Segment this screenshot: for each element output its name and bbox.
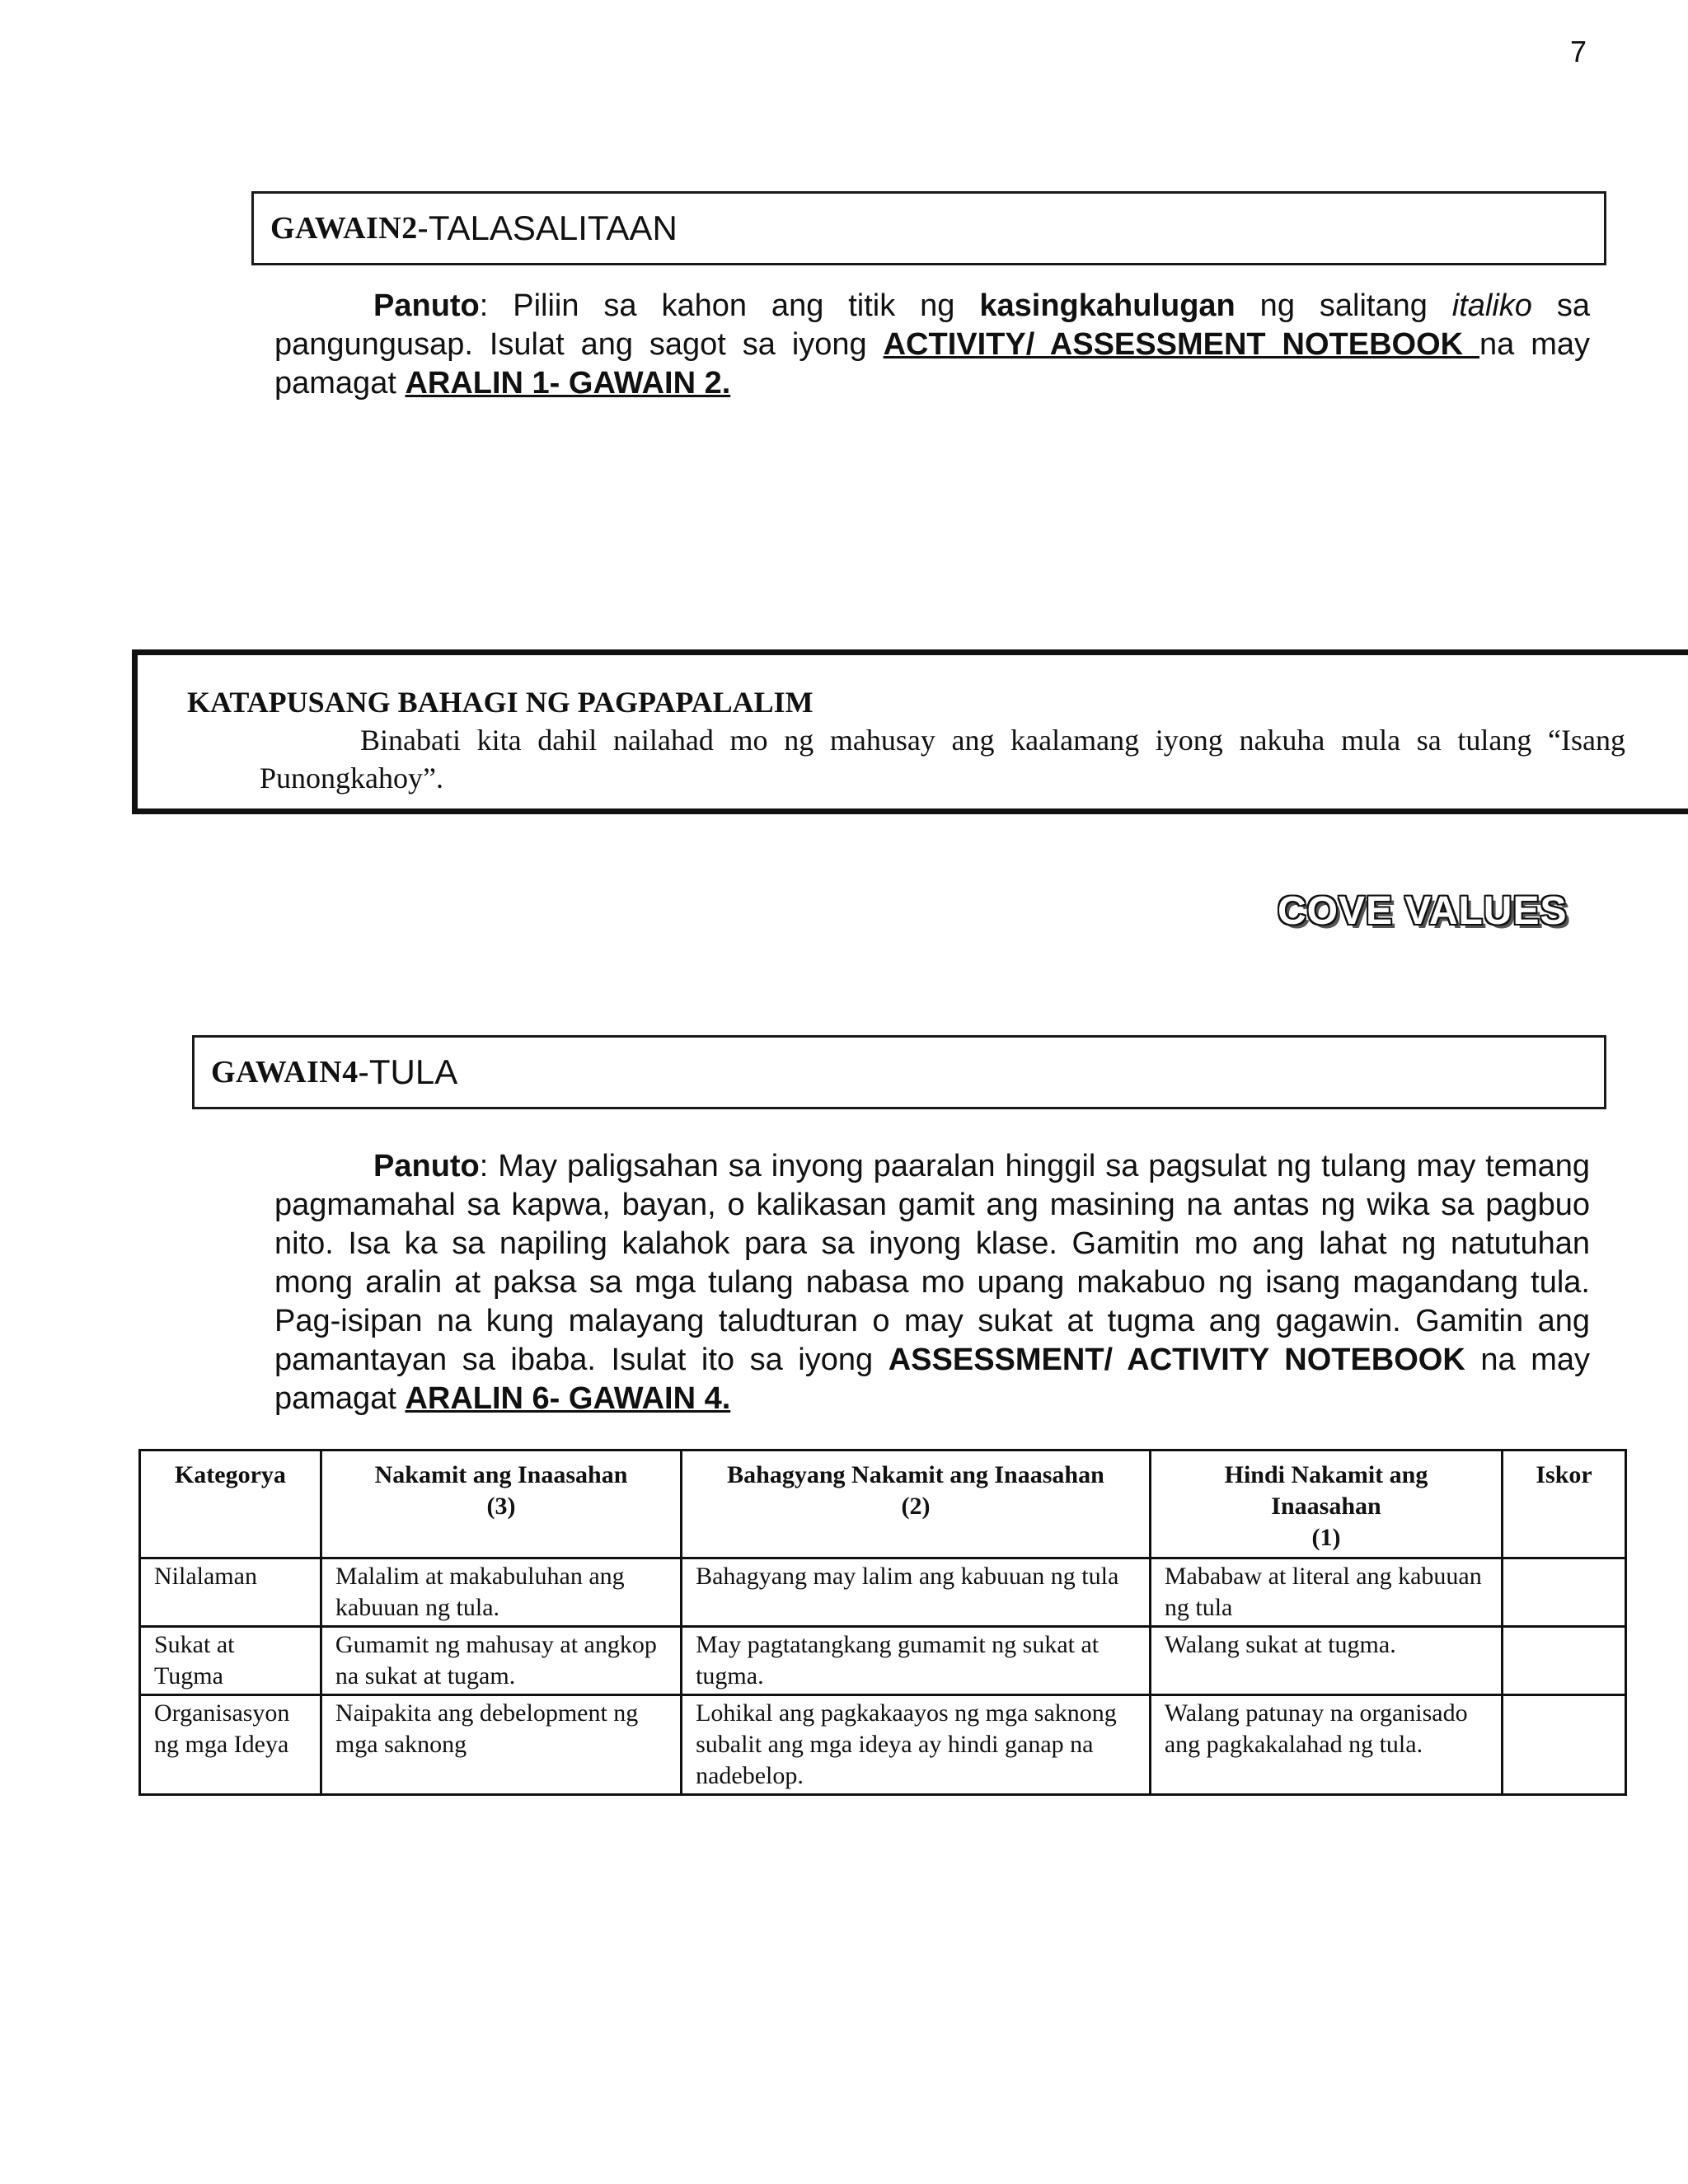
cell-bahagyang: Bahagyang may lalim ang kabuuan ng tula <box>682 1558 1151 1627</box>
cell-iskor <box>1503 1558 1626 1627</box>
notebook-reference: ASSESSMENT/ ACTIVITY NOTEBOOK <box>888 1343 1465 1377</box>
instruction-text: na may pamagat <box>274 1343 1590 1416</box>
cell-iskor <box>1503 1695 1626 1795</box>
cell-hindi: Walang sukat at tugma. <box>1150 1627 1502 1695</box>
instruction-text: : Piliin sa kahon ang titik ng <box>479 288 980 323</box>
header-kategorya: Kategorya <box>140 1451 321 1558</box>
header-nakamit: Nakamit ang Inaasahan (3) <box>321 1451 681 1558</box>
instruction-text: ng salitang <box>1235 288 1452 323</box>
notebook-reference: ACTIVITY/ ASSESSMENT NOTEBOOK <box>883 327 1480 362</box>
cell-iskor <box>1503 1627 1626 1695</box>
cell-kategorya: Organisasyon ng mga Ideya <box>140 1695 321 1795</box>
instruction-text: : May paligsahan sa inyong paaralan hinggil sa pagsulat ng tulang may temang pagmamahal sa kapwa, bayan, o kalikasan gamit ang masining na antas ng wika sa pagbuo nito. Isa ka sa napiling kalahok para sa inyong klase. Gamitin mo ang lahat ng natutuhan mong aralin at paksa sa mga tulang nabasa mo upang makabuo ng isang magandang tula. Pag-isipan na kung malayang taludturan o may sukat at tugma ang gagawin. Gamitin ang pamantayan sa ibaba. Isulat ito sa iyong <box>274 1149 1590 1377</box>
katapusan-title: KATAPUSANG BAHAGI NG PAGPAPALALIM <box>187 686 814 719</box>
instruction-text: sa pangungusap. Isulat ang sagot sa iyong <box>274 288 1590 362</box>
gawain4-title: TULA <box>368 1052 458 1091</box>
cell-bahagyang: May pagtatangkang gumamit ng sukat at tugma. <box>682 1627 1151 1695</box>
table-row <box>140 1695 1626 1795</box>
cove-values-heading: COVE VALUES <box>1278 889 1568 933</box>
table-row <box>140 1627 1626 1695</box>
instruction-text: na may pamagat <box>274 327 1590 401</box>
keyword-kasingkahulugan: kasingkahulugan <box>979 288 1236 323</box>
katapusan-text: Binabati kita dahil nailahad mo ng mahusay ang kaalamang iyong nakuha mula sa tulang “Isang Punongkahoy”. <box>260 724 1625 794</box>
cell-kategorya: Sukat at Tugma <box>140 1627 321 1695</box>
gawain4-instructions <box>274 1147 1590 1418</box>
katapusan-text-block <box>260 721 1625 797</box>
table-row <box>140 1558 1626 1627</box>
gawain2-header <box>251 191 1606 265</box>
katapusan-box <box>132 649 1688 814</box>
header-bahagyang-nakamit: Bahagyang Nakamit ang Inaasahan (2) <box>682 1451 1151 1558</box>
cell-kategorya: Nilalaman <box>140 1558 321 1627</box>
cell-bahagyang: Lohikal ang pagkakaayos ng mga saknong subalit ang mga ideya ay hindi ganap na nadebelop. <box>682 1695 1151 1795</box>
keyword-italiko: italiko <box>1451 288 1532 323</box>
rubric-table <box>138 1449 1627 1796</box>
gawain2-label: GAWAIN2- <box>270 211 429 246</box>
panuto-label: Panuto <box>373 1149 480 1183</box>
cell-hindi: Mababaw at literal ang kabuuan ng tula <box>1150 1558 1502 1627</box>
cell-nakamit: Gumamit ng mahusay at angkop na sukat at tugam. <box>321 1627 681 1695</box>
cell-nakamit: Malalim at makabuluhan ang kabuuan ng tula. <box>321 1558 681 1627</box>
gawain4-label: GAWAIN4- <box>211 1055 369 1090</box>
cell-nakamit: Naipakita ang debelopment ng mga saknong <box>321 1695 681 1795</box>
gawain2-title: TALASALITAAN <box>428 209 678 247</box>
page-number: 7 <box>1570 35 1587 68</box>
table-header-row <box>140 1451 1626 1558</box>
aralin-reference: ARALIN 6- GAWAIN 4. <box>405 1381 731 1416</box>
gawain4-header <box>192 1035 1606 1109</box>
aralin-reference: ARALIN 1- GAWAIN 2. <box>405 366 731 401</box>
cell-hindi: Walang patunay na organisado ang pagkakalahad ng tula. <box>1150 1695 1502 1795</box>
panuto-label: Panuto <box>373 288 480 323</box>
header-hindi-nakamit: Hindi Nakamit ang Inaasahan (1) <box>1150 1451 1502 1558</box>
gawain2-instructions <box>274 287 1590 403</box>
header-iskor: Iskor <box>1503 1451 1626 1558</box>
